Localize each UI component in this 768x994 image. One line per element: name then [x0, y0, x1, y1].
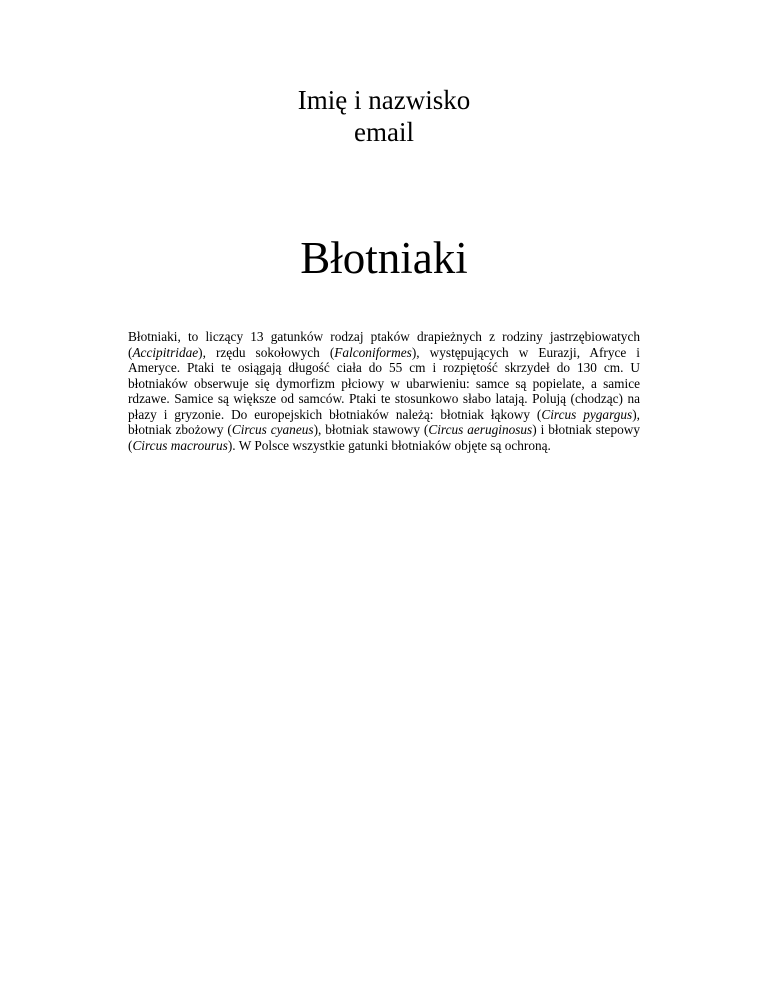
text-run: ), występujących w Eurazji, Afryce i Ameryce. Ptaki te osiągają długość ciała do 55 cm i rozpiętość skrzydeł do 130 cm. U błotniaków obserwuje się dymorfizm płciowy w ubarwieniu: samce są popielate, a samice rdzawe. Samice są większe od samców. Ptaki te stosunkowo słabo latają. Polują (chodząc) na płazy i gryzonie. Do europejskich błotniaków należą: błotniak łąkowy ( [128, 344, 641, 422]
latin-name: Accipitridae [132, 344, 199, 360]
text-run: ), rzędu sokołowych ( [198, 344, 335, 360]
latin-name: Falconiformes [334, 344, 412, 360]
author-name: Imię i nazwisko [297, 85, 471, 115]
author-email: email [354, 117, 414, 147]
text-run: ) i błotniak stepowy ( [128, 422, 641, 453]
latin-name: Circus pygargus [541, 406, 633, 422]
author-block [0, 84, 768, 148]
text-run: ). W Polsce wszystkie gatunki błotniaków objęte są ochroną. [227, 437, 551, 453]
latin-name: Circus aeruginosus [428, 422, 533, 437]
latin-name: Circus cyaneus [231, 422, 314, 437]
document-title: Błotniaki [300, 233, 468, 283]
latin-name: Circus macrourus [132, 437, 228, 453]
body-paragraph [128, 329, 640, 453]
text-run: ), błotniak zbożowy ( [128, 406, 640, 437]
text-run: Błotniaki, to liczący 13 gatunków rodzaj ptaków drapieżnych z rodziny jastrzębiowatych ( [128, 329, 640, 360]
text-run: ), błotniak stawowy ( [313, 422, 429, 437]
